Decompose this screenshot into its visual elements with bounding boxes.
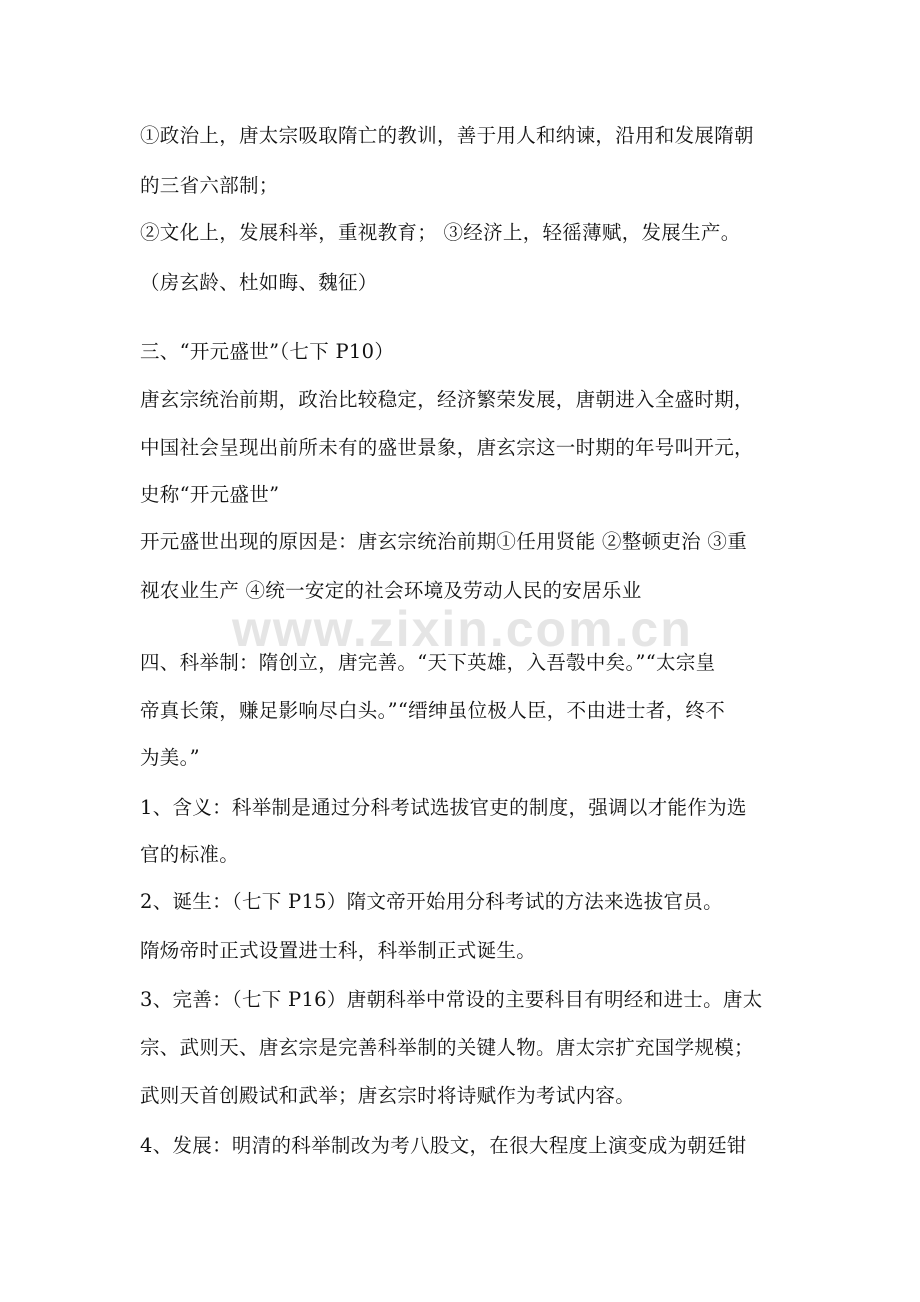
text-line: 2、诞生：（七下 P15）隋文帝开始用分科考试的方法来选拔官员。 bbox=[140, 890, 723, 913]
text-line: 中国社会呈现出前所未有的盛世景象，唐玄宗这一时期的年号叫开元， bbox=[140, 436, 754, 459]
watermark: www.zixin.com.cn bbox=[232, 601, 693, 657]
text-line: 隋炀帝时正式设置进士科，科举制正式诞生。 bbox=[140, 939, 537, 962]
text-line: ②文化上，发展科举，重视教育； ③经济上，轻徭薄赋，发展生产。 bbox=[140, 221, 741, 244]
text-line: ①政治上，唐太宗吸取隋亡的教训，善于用人和纳谏，沿用和发展隋朝 bbox=[140, 124, 754, 147]
text-line: 为美。” bbox=[140, 746, 200, 769]
section-heading: 三、“开元盛世”（七下 P10） bbox=[140, 340, 395, 363]
text-line: 武则天首创殿试和武举；唐玄宗时将诗赋作为考试内容。 bbox=[140, 1084, 636, 1107]
section-heading: 四、科举制：隋创立，唐完善。“天下英雄，入吾彀中矣。”“太宗皇 bbox=[140, 651, 716, 674]
text-line: （房玄龄、杜如晦、魏征） bbox=[140, 271, 378, 294]
text-line: 帝真长策，赚足影响尽白头。”“缙绅虽位极人臣，不由进士者，终不 bbox=[140, 699, 725, 722]
text-line: 4、发展：明清的科举制改为考八股文，在很大程度上演变成为朝廷钳 bbox=[140, 1134, 747, 1157]
text-line: 3、完善：（七下 P16）唐朝科举中常设的主要科目有明经和进士。唐太 bbox=[140, 988, 763, 1011]
text-line: 唐玄宗统治前期，政治比较稳定，经济繁荣发展，唐朝进入全盛时期， bbox=[140, 388, 754, 411]
text-line: 视农业生产 ④统一安定的社会环境及劳动人民的安居乐业 bbox=[140, 579, 642, 602]
text-line: 宗、武则天、唐玄宗是完善科举制的关键人物。唐太宗扩充国学规模； bbox=[140, 1036, 754, 1059]
text-line: 官的标准。 bbox=[140, 843, 240, 866]
text-line: 的三省六部制； bbox=[140, 174, 279, 197]
text-line: 1、含义：科举制是通过分科考试选拔官吏的制度，强调以才能作为选 bbox=[140, 796, 747, 819]
text-line: 开元盛世出现的原因是：唐玄宗统治前期①任用贤能 ②整顿吏治 ③重 bbox=[140, 530, 747, 553]
text-line: 史称“开元盛世” bbox=[140, 483, 280, 506]
